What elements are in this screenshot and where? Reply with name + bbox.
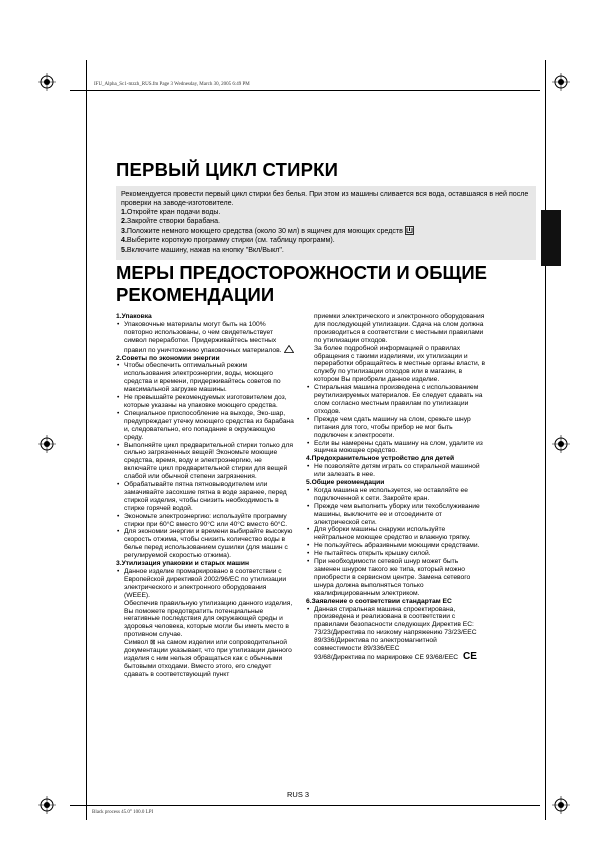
list-item: • Для уборки машины снаружи используйте нейтральное моющее средство и влажную тряпку. [307,526,471,542]
language-tab-marker [541,210,561,266]
list-item: • Если вы намерены сдать машину на слом, удалите из ящичка моющее средство. [307,439,483,455]
list-item: • Когда машина не используется, не оставляйте ее подключенной к сети. Закройте кран. [307,486,468,502]
list-item: • Специальное приспособление на выходе, Эко-шар, предупреждает утечку моющего средства из барабана и, следовательно, его попадание в окружающую среду. [117,409,294,441]
list-item: • Выполняйте цикл предварительной стирки только для сильно загрязненных вещей! Экономьте моющие средства, время, воду и электроэнергию, не включайте цикл предварительной стирки для вещей слабой или обычной степени загрязнения. [117,441,293,481]
list-item: • При необходимости сетевой шнур может быть заменен шнуром такого же типа, который можно приобрести в сервисном центре. Замена сетевого шнура должна выполняться только квалифицированным электриком. [307,558,471,597]
list-item: • Прежде чем выполнить уборку или техобслуживание машины, выключите ее и отсоедините от электрической сети. [307,502,480,526]
registration-mark-icon [38,435,56,453]
list-item: • Упаковочные материалы могут быть на 100% повторно использованы, о чем свидетельствует символ переработки. Придерживайтесь местных правил по уничтожению упаковочных материалов. [116,321,294,355]
list-item: • Для экономии энергии и времени выбирайте высокую скорость отжима, чтобы снизить количество воды в белье перед использованием сушилки (для машин с регулируемой скоростью отжима). [117,528,293,560]
list-item: • Не позволяйте детям играть со стиральной машиной или залезать в нее. [307,463,480,479]
print-footer: Black process 45.0° 100.0 LPI [92,810,154,815]
detergent-compartment-icon [405,226,414,235]
heading-energy-saving: 2.Советы по экономии энергии [116,354,220,362]
right-text-column [306,313,486,662]
registration-mark-icon [38,73,56,91]
first-wash-intro: Рекомендуется провести первый цикл стирки без белья. При этом из машины сливается вся вода, оставшаяся в ней после проверки на заводе-изготовителе. [121,190,529,208]
heading-ec-conformity: 6.Заявление о соответствии стандартам ЕС [306,597,452,605]
registration-mark-icon [552,796,570,814]
list-item: • Чтобы обеспечить оптимальный режим использования электроэнергии, воды, моющего средства и времени, придерживайтесь советов по максимальной загрузке машины. [117,362,281,394]
list-item: • Не пользуйтесь абразивными моющими средствами. [307,542,480,550]
list-item: • Стиральная машина произведена с использованием реутилизируемых материалов. Ее следует сдавать на слом согласно местным правилам по утилизации отходов. [307,384,483,415]
paragraph: За более подробной информацией о правилах обращения с такими изделиями, их утилизации и переработки обращайтесь в местные органы власти, в службу по утилизации отходов или в магазин, в котором Вы приобрели данное изделие. [314,344,485,384]
heading-disposal: 3.Утилизация упаковки и старых машин [116,560,250,568]
trim-line-right [545,60,546,820]
section-title-precautions: МЕРЫ ПРЕДОСТОРОЖНОСТИ И ОБЩИЕ РЕКОМЕНДАЦИИ [116,262,487,305]
list-item: • Экономьте электроэнергию: используйте программу стирки при 60°C вместо 90°C или 40°C вместо 60°C. [117,512,288,528]
recycling-triangle-icon [284,345,294,353]
trim-line-bottom [70,805,540,806]
paragraph: Символ ⊠ на самом изделии или сопроводительной документации указывает, что при утилизации данного изделия с ним нельзя обращаться как с обычными бытовыми отходами. Вместо этого, его следует сдавать в соответствующий пункт [124,639,292,678]
list-item: • Не превышайте рекомендуемых изготовителем доз, которые указаны на упаковке моющего средства. [117,394,287,409]
page-number: RUS 3 [287,790,310,799]
step-1: 1.Откройте кран подачи воды. [121,208,221,217]
step-4: 4.Выберите короткую программу стирки (см. таблицу программ). [121,236,335,245]
trim-line-left [86,60,87,820]
left-text-column [116,313,294,679]
list-item: • Данная стиральная машина спроектирована, произведена и реализована в соответствии с правилами безопасности следующих Директив ЕС: [307,605,474,629]
paragraph: приемки электрического и электронного оборудования для последующей утилизации. Сдача на слом должна производиться в соответствии с местными правилами по утилизации отходов. [314,313,485,344]
list-item: • Обрабатывайте пятна пятновыводителем или замачивайте засохшие пятна в воде заранее, перед стиркой изделия, чтобы снизить необходимость в стирке горячей водой. [117,481,287,512]
list-item: • Данное изделие промаркировано в соответствии с Европейской директивой 2002/96/ЕС по утилизации электрического и электронного оборудования (WEEE). [117,568,287,599]
trim-line-top [70,90,540,91]
section-title-first-wash: ПЕРВЫЙ ЦИКЛ СТИРКИ [116,159,339,180]
directive-line: 89/336/Директива по электромагнитной совместимости 89/336/EEC [314,637,437,653]
list-item: • Не пытайтесь открыть крышку силой. [307,550,431,558]
heading-packaging: 1.Упаковка [116,313,152,320]
ce-mark-icon: CE [462,650,477,662]
registration-mark-icon [552,435,570,453]
step-2: 2.Закройте створки барабана. [121,217,221,226]
list-item: • Прежде чем сдать машину на слом, срежьте шнур питания для того, чтобы прибор не мог быть подключен к электросети. [307,415,471,439]
registration-mark-icon [552,73,570,91]
paragraph: Обеспечив правильную утилизацию данного изделия, Вы поможете предотвратить потенциальные негативные последствия для окружающей среды и здоровья человека, которые могли бы иметь место в противном случае. [124,599,293,639]
step-5: 5.Включите машину, нажав на кнопку "Вкл/Выкл". [121,245,284,254]
heading-child-safety: 4.Предохранительное устройство для детей [306,455,455,463]
first-wash-instructions-box [116,186,536,260]
print-header: IFU_Alpha_Sc1-mzzh_RUS.fm Page 3 Wednesday, March 30, 2005 6:49 PM [94,82,250,87]
directive-line: 93/68/Директива по маркировке CE 93/68/EEC CE [314,650,477,662]
step-3: 3.Положите немного моющего средства (около 30 мл) в ящичек для моющих средств [121,226,533,236]
heading-general-recommendations: 5.Общие рекомендации [306,479,385,487]
registration-mark-icon [38,796,56,814]
directive-line: 73/23/Директива по низкому напряжению 73/23/EEC [314,629,477,637]
